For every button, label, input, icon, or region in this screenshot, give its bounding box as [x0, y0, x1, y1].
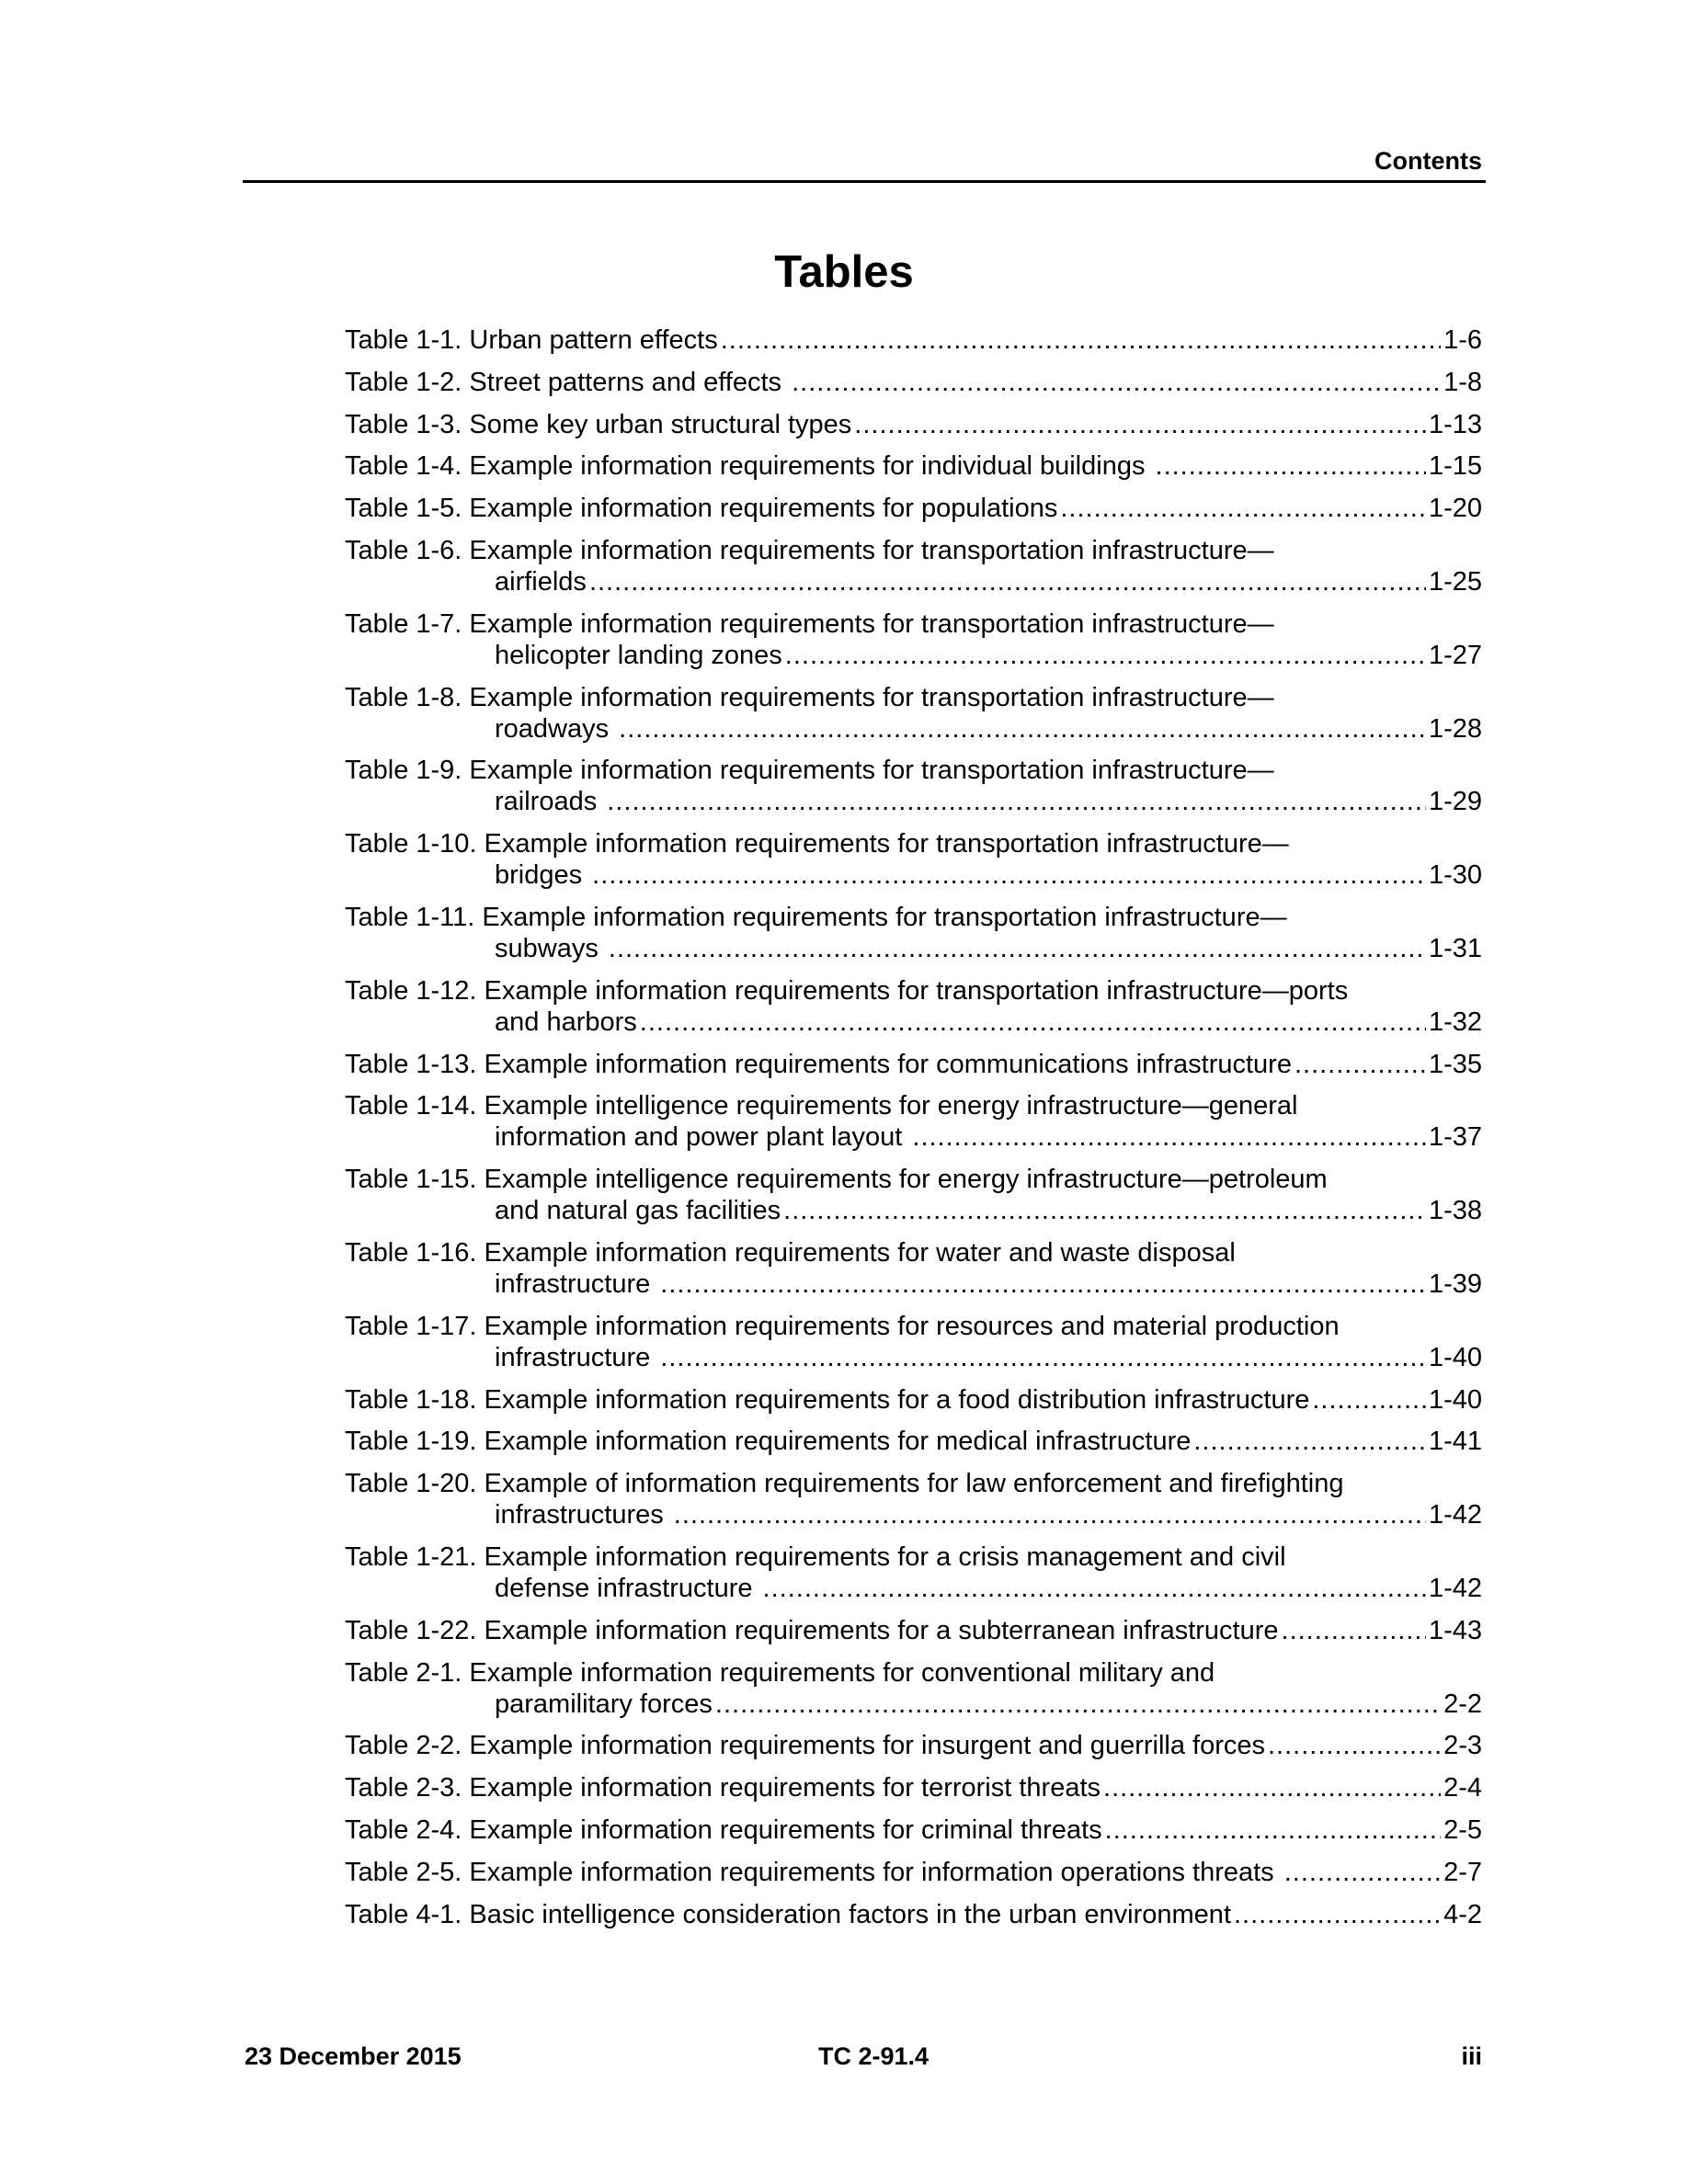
dot-leader [1060, 493, 1426, 524]
footer-date: 23 December 2015 [245, 2042, 462, 2070]
footer-doc-id: TC 2-91.4 [817, 2042, 930, 2070]
toc-entry[interactable] [345, 609, 1482, 671]
dot-leader [792, 367, 1441, 398]
toc-page-number: 1-15 [1428, 451, 1482, 482]
dot-leader [1234, 1899, 1441, 1930]
toc-page-number: 1-8 [1443, 367, 1482, 397]
dot-leader [763, 1573, 1426, 1604]
toc-entry[interactable] [345, 1384, 1482, 1416]
toc-entry-line [345, 409, 1482, 440]
toc-page-number: 1-6 [1443, 325, 1482, 355]
toc-page-number: 1-38 [1428, 1196, 1482, 1226]
dot-leader [912, 1121, 1426, 1153]
toc-entry-title: Table 1-12. Example information requirements for transportation infrastructure—ports [345, 975, 1349, 1006]
toc-page-number: 2-5 [1443, 1814, 1482, 1845]
toc-entry[interactable] [345, 1814, 1482, 1846]
toc-entry-line [345, 1384, 1482, 1416]
toc-entry[interactable] [345, 450, 1482, 482]
dot-leader [1295, 1049, 1426, 1080]
toc-page-number: 1-37 [1428, 1122, 1482, 1153]
toc-entry-title: Table 1-22. Example information requirements for a subterranean infrastructure [345, 1615, 1279, 1645]
toc-entry-title: Table 1-15. Example intelligence requirements for energy infrastructure—petroleum [345, 1165, 1328, 1195]
dot-leader [592, 859, 1426, 891]
toc-entry-line [345, 713, 1482, 745]
toc-entry-title: Table 1-5. Example information requirements for populations [345, 494, 1058, 524]
toc-entry-continuation: paramilitary forces [495, 1689, 713, 1719]
toc-entry-line [345, 786, 1482, 817]
dot-leader [1156, 450, 1426, 482]
toc-entry-title: Table 1-11. Example information requirements for transportation infrastructure— [345, 902, 1287, 932]
toc-entry-line [345, 1615, 1482, 1646]
dot-leader [1268, 1730, 1441, 1761]
toc-entry-line [345, 640, 1482, 671]
toc-entry-line [345, 1499, 1482, 1530]
toc-page-number: 1-40 [1428, 1384, 1482, 1415]
toc-entry[interactable] [345, 324, 1482, 356]
toc-entry-title: Table 1-3. Some key urban structural types [345, 409, 852, 439]
toc-entry-title: Table 2-4. Example information requirements for criminal threats [345, 1814, 1102, 1845]
toc-page-number: 1-35 [1428, 1049, 1482, 1079]
toc-entry-title: Table 1-8. Example information requirements for transportation infrastructure— [345, 682, 1274, 712]
dot-leader [674, 1499, 1426, 1530]
dot-leader [783, 1195, 1426, 1226]
toc-page-number: 1-31 [1428, 933, 1482, 963]
running-head: Contents [1374, 147, 1482, 175]
toc-entry[interactable] [345, 1090, 1482, 1153]
dot-leader [1103, 1772, 1441, 1803]
toc-entry[interactable] [345, 1468, 1482, 1530]
toc-entry[interactable] [345, 902, 1482, 964]
dot-leader [721, 324, 1441, 356]
dot-leader [1284, 1857, 1441, 1888]
toc-entry-title: Table 1-19. Example information requirements for medical infrastructure [345, 1427, 1192, 1457]
toc-page-number: 1-39 [1428, 1268, 1482, 1299]
toc-page-number: 2-7 [1443, 1857, 1482, 1887]
dot-leader [854, 409, 1426, 440]
toc-entry-line [345, 933, 1482, 964]
dot-leader [1193, 1426, 1426, 1457]
toc-entry-title: Table 1-6. Example information requirements for transportation infrastructure— [345, 535, 1274, 565]
toc-entry-line [345, 1195, 1482, 1226]
toc-page-number: 1-43 [1428, 1615, 1482, 1645]
toc-entry-line [345, 367, 1482, 398]
toc-entry-line [345, 1007, 1482, 1038]
toc-page-number: 4-2 [1443, 1899, 1482, 1929]
toc-page-number: 1-30 [1428, 860, 1482, 891]
dot-leader [1105, 1814, 1441, 1846]
dot-leader [785, 640, 1426, 671]
toc-entry-title: Table 1-13. Example information requirements for communications infrastructure [345, 1049, 1292, 1079]
toc-entry[interactable] [345, 1615, 1482, 1646]
toc-entry[interactable] [345, 975, 1482, 1038]
toc-entry[interactable] [345, 755, 1482, 817]
toc-entry[interactable] [345, 828, 1482, 891]
toc-page-number: 1-42 [1428, 1573, 1482, 1603]
dot-leader [660, 1268, 1426, 1300]
toc-entry[interactable] [345, 367, 1482, 398]
toc-page-number: 1-27 [1428, 640, 1482, 670]
toc-entry[interactable] [345, 1541, 1482, 1604]
dot-leader [660, 1342, 1426, 1373]
toc-entry-line [345, 859, 1482, 891]
toc-page-number: 1-41 [1428, 1427, 1482, 1457]
toc-entry-line [345, 493, 1482, 524]
toc-entry-title: Table 1-21. Example information requirements for a crisis management and civil [345, 1541, 1286, 1572]
toc-entry-title: Table 1-7. Example information requirements for transportation infrastructure— [345, 609, 1274, 639]
toc-page-number: 1-32 [1428, 1007, 1482, 1037]
toc-entry-continuation: roadways [495, 713, 617, 744]
toc-entry-line [345, 1857, 1482, 1888]
toc-entry-continuation: railroads [495, 787, 605, 817]
toc-entry[interactable] [345, 1857, 1482, 1888]
toc-entry[interactable] [345, 1311, 1482, 1373]
toc-entry-line [345, 1121, 1482, 1153]
toc-entry-continuation: information and power plant layout [495, 1122, 910, 1153]
toc-entry-title: Table 1-14. Example intelligence requirements for energy infrastructure—general [345, 1091, 1298, 1121]
toc-entry-title: Table 1-2. Street patterns and effects [345, 367, 790, 397]
toc-entry[interactable] [345, 682, 1482, 745]
table-list [345, 324, 1482, 1940]
toc-entry-title: Table 1-10. Example information requirements for transportation infrastructure— [345, 829, 1289, 859]
toc-entry-line [345, 1342, 1482, 1373]
toc-entry-title: Table 4-1. Basic intelligence consideration factors in the urban environment [345, 1899, 1231, 1929]
toc-entry-line [345, 1268, 1482, 1300]
toc-entry-continuation: and harbors [495, 1007, 637, 1037]
toc-entry-title: Table 1-20. Example of information requirements for law enforcement and firefighting [345, 1469, 1344, 1499]
toc-page-number: 2-2 [1443, 1689, 1482, 1719]
toc-entry[interactable] [345, 1730, 1482, 1761]
toc-entry-continuation: airfields [495, 566, 587, 597]
toc-page-number: 2-3 [1443, 1731, 1482, 1761]
toc-entry[interactable] [345, 1164, 1482, 1226]
toc-entry-title: Table 2-3. Example information requirements for terrorist threats [345, 1773, 1101, 1803]
header-rule [243, 180, 1486, 183]
toc-entry-line [345, 1814, 1482, 1846]
toc-entry-title: Table 1-9. Example information requirements for transportation infrastructure— [345, 756, 1274, 786]
toc-entry-title: Table 2-1. Example information requirements for conventional military and [345, 1657, 1215, 1688]
toc-entry-continuation: defense infrastructure [495, 1573, 760, 1603]
toc-entry[interactable] [345, 1657, 1482, 1720]
toc-entry-continuation: infrastructure [495, 1268, 658, 1299]
toc-entry-title: Table 1-16. Example information requirements for water and waste disposal [345, 1237, 1236, 1268]
toc-entry-continuation: and natural gas facilities [495, 1196, 781, 1226]
toc-entry-line [345, 566, 1482, 597]
toc-page-number: 1-13 [1428, 409, 1482, 439]
toc-entry-line [345, 1899, 1482, 1930]
dot-leader [1282, 1615, 1426, 1646]
toc-entry-continuation: bridges [495, 860, 590, 891]
toc-entry[interactable] [345, 1049, 1482, 1080]
toc-page-number: 1-40 [1428, 1342, 1482, 1372]
dot-leader [640, 1007, 1426, 1038]
toc-page-number: 1-42 [1428, 1500, 1482, 1530]
toc-entry-line [345, 1730, 1482, 1761]
toc-entry-line [345, 1772, 1482, 1803]
toc-entry-title: Table 1-1. Urban pattern effects [345, 325, 718, 355]
toc-entry[interactable] [345, 1899, 1482, 1930]
toc-page-number: 1-28 [1428, 713, 1482, 744]
toc-entry[interactable] [345, 493, 1482, 524]
dot-leader [715, 1689, 1441, 1720]
toc-entry-line [345, 1049, 1482, 1080]
toc-entry[interactable] [345, 1426, 1482, 1457]
toc-entry-continuation: subways [495, 933, 606, 963]
dot-leader [609, 933, 1426, 964]
toc-page-number: 2-4 [1443, 1773, 1482, 1803]
toc-entry-continuation: infrastructure [495, 1342, 658, 1372]
toc-entry-continuation: helicopter landing zones [495, 640, 782, 670]
toc-page-number: 1-29 [1428, 787, 1482, 817]
toc-entry[interactable] [345, 1237, 1482, 1300]
toc-entry-continuation: infrastructures [495, 1500, 671, 1530]
dot-leader [589, 566, 1426, 597]
toc-entry-title: Table 1-18. Example information requirements for a food distribution infrastructure [345, 1384, 1310, 1415]
toc-entry-line [345, 1426, 1482, 1457]
toc-entry[interactable] [345, 409, 1482, 440]
toc-entry-line [345, 1573, 1482, 1604]
toc-page-number: 1-25 [1428, 566, 1482, 597]
toc-entry-title: Table 1-17. Example information requirements for resources and material production [345, 1311, 1340, 1341]
dot-leader [619, 713, 1426, 745]
toc-entry-title: Table 1-4. Example information requirements for individual buildings [345, 451, 1153, 482]
toc-entry-line [345, 1689, 1482, 1720]
toc-entry-title: Table 2-2. Example information requirements for insurgent and guerrilla forces [345, 1731, 1265, 1761]
footer-page-number: iii [1461, 2042, 1482, 2070]
dot-leader [607, 786, 1426, 817]
toc-entry-line [345, 450, 1482, 482]
toc-entry[interactable] [345, 1772, 1482, 1803]
toc-entry[interactable] [345, 535, 1482, 597]
toc-entry-title: Table 2-5. Example information requirements for information operations threats [345, 1857, 1282, 1887]
dot-leader [1312, 1384, 1426, 1416]
toc-page-number: 1-20 [1428, 494, 1482, 524]
page-title: Tables [774, 247, 914, 297]
toc-entry-line [345, 324, 1482, 356]
